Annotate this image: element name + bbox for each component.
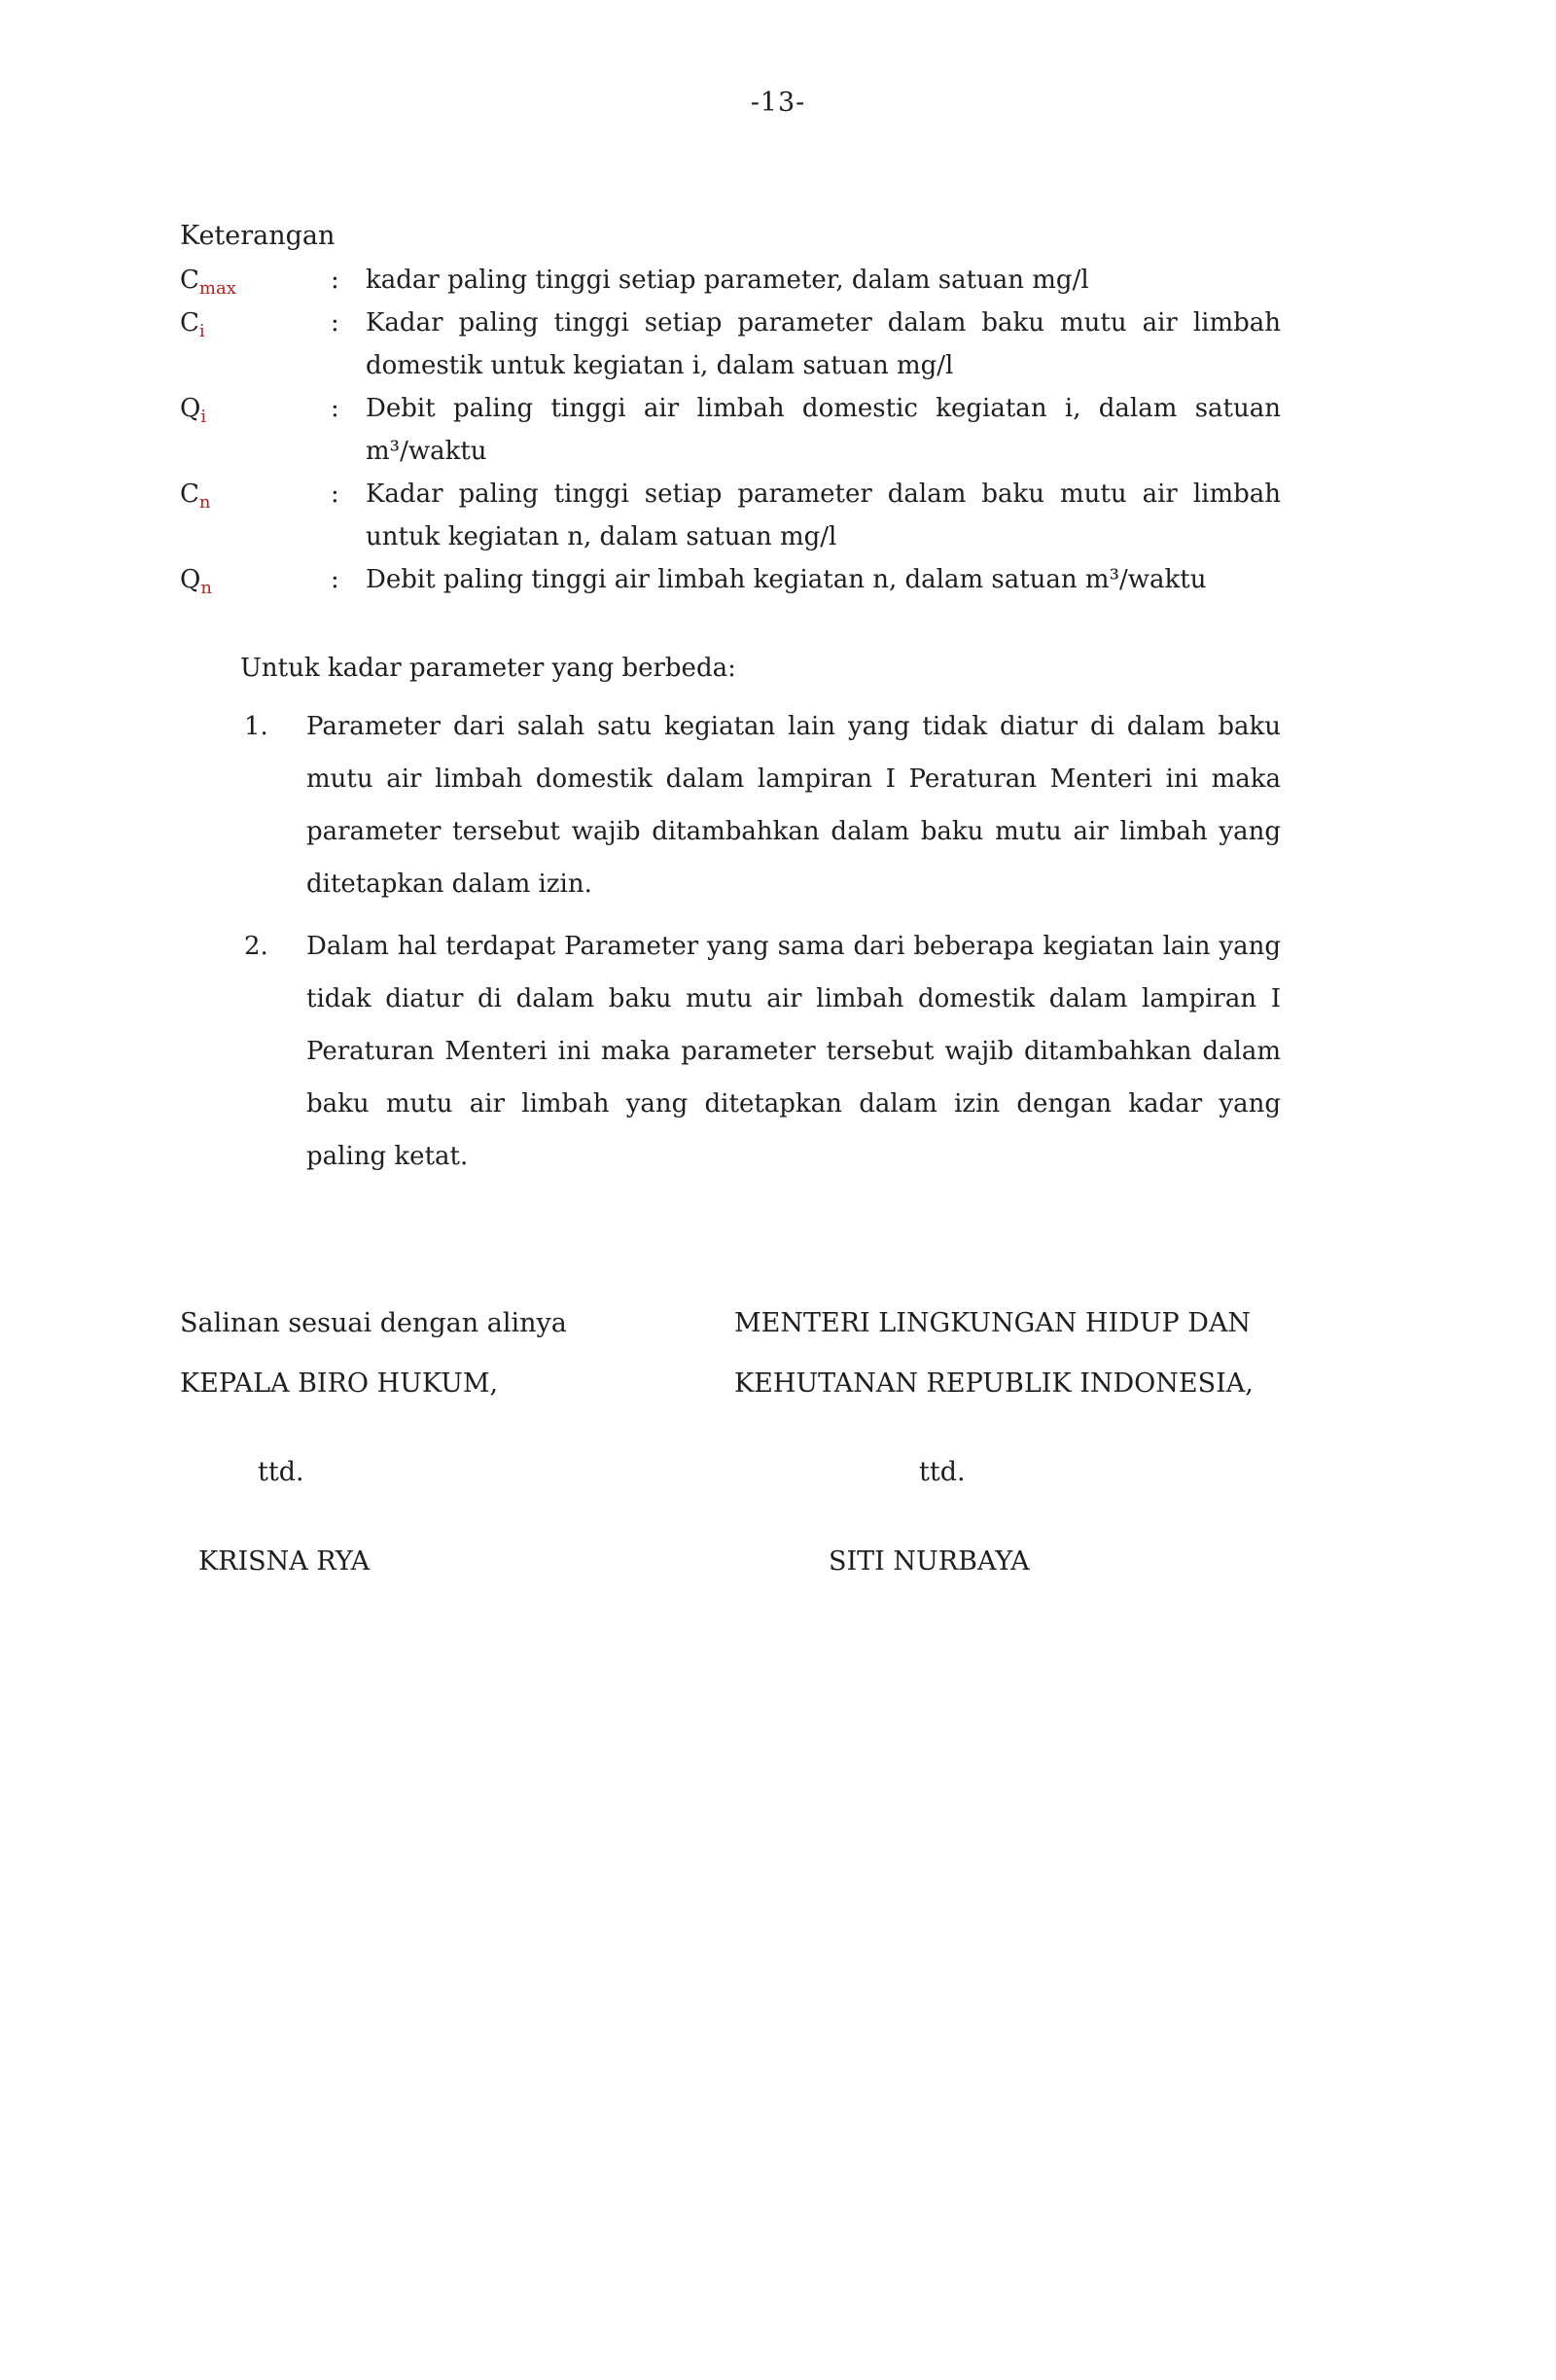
definition-term bbox=[180, 387, 331, 430]
list-item-2 bbox=[180, 920, 1281, 1183]
definition-row-qn bbox=[180, 558, 1281, 601]
symbol-subscript: max bbox=[198, 278, 236, 299]
signature-columns bbox=[180, 1294, 1376, 1583]
symbol-base: Q bbox=[180, 394, 201, 423]
definition-description: Debit paling tinggi air limbah kegiatan n, dalam satuan m³/waktu bbox=[366, 565, 1207, 594]
signature-column-right bbox=[734, 1294, 1376, 1583]
signature-right-line1: MENTERI LINGKUNGAN HIDUP DAN bbox=[734, 1308, 1252, 1338]
signature-right-line2: KEHUTANAN REPUBLIK INDONESIA, bbox=[734, 1368, 1254, 1399]
symbol-base: C bbox=[180, 308, 199, 337]
signatory-name-right: SITI NURBAYA bbox=[829, 1546, 1030, 1577]
definition-row-qi bbox=[180, 387, 1281, 473]
signature-column-left bbox=[180, 1294, 734, 1583]
symbol-subscript: n bbox=[198, 492, 211, 513]
symbol-base: C bbox=[180, 266, 199, 295]
definition-term bbox=[180, 558, 331, 601]
symbol-subscript: n bbox=[200, 578, 212, 598]
definition-description: kadar paling tinggi setiap parameter, dalam satuan mg/l bbox=[366, 266, 1089, 295]
symbol-base: C bbox=[180, 480, 199, 509]
definition-colon: : bbox=[331, 308, 339, 337]
definition-term bbox=[180, 473, 331, 515]
definition-description: Kadar paling tinggi setiap parameter dalam baku mutu air limbah untuk kegiatan n, dalam satuan mg/l bbox=[366, 480, 1281, 551]
main-content bbox=[180, 214, 1281, 1192]
definition-description: Debit paling tinggi air limbah domestic kegiatan i, dalam satuan m³/waktu bbox=[366, 394, 1281, 466]
definition-description: Kadar paling tinggi setiap parameter dalam baku mutu air limbah domestik untuk kegiatan i, dalam satuan mg/l bbox=[366, 308, 1281, 380]
list-item-number: 2. bbox=[244, 932, 268, 961]
list-item-text: Parameter dari salah satu kegiatan lain yang tidak diatur di dalam baku mutu air limbah domestik dalam lampiran I Peraturan Menteri ini maka parameter tersebut wajib ditambahkan dalam baku mutu air limbah yang ditetapkan dalam izin. bbox=[306, 712, 1281, 899]
signature-block bbox=[180, 1294, 1376, 1583]
definition-row-ci bbox=[180, 302, 1281, 387]
definition-colon: : bbox=[331, 480, 339, 509]
page-number: -13- bbox=[750, 88, 806, 118]
ttd-label-right: ttd. bbox=[919, 1457, 966, 1487]
signature-left-line1: Salinan sesuai dengan alinya bbox=[180, 1308, 567, 1338]
symbol-subscript: i bbox=[198, 321, 205, 341]
definition-term bbox=[180, 259, 331, 302]
definition-colon: : bbox=[331, 266, 339, 295]
signatory-name-left: KRISNA RYA bbox=[198, 1546, 371, 1577]
ttd-label-left: ttd. bbox=[258, 1457, 304, 1487]
definition-row-cn bbox=[180, 473, 1281, 558]
definition-row-cmax bbox=[180, 259, 1281, 302]
list-item-1 bbox=[180, 700, 1281, 910]
list-item-text: Dalam hal terdapat Parameter yang sama dari beberapa kegiatan lain yang tidak diatur di dalam baku mutu air limbah domestik dalam lampiran I Peraturan Menteri ini maka parameter tersebut wajib ditambahkan dalam baku mutu air limbah yang ditetapkan dalam izin dengan kadar yang paling ketat. bbox=[306, 932, 1281, 1171]
symbol-subscript: i bbox=[200, 407, 207, 427]
definition-colon: : bbox=[331, 565, 339, 594]
symbol-base: Q bbox=[180, 565, 201, 594]
list-item-number: 1. bbox=[244, 712, 268, 741]
keterangan-heading: Keterangan bbox=[180, 221, 336, 251]
definition-term bbox=[180, 302, 331, 344]
signature-left-line2: KEPALA BIRO HUKUM, bbox=[180, 1368, 499, 1399]
notes-heading: Untuk kadar parameter yang berbeda: bbox=[240, 654, 736, 683]
definition-colon: : bbox=[331, 394, 339, 423]
